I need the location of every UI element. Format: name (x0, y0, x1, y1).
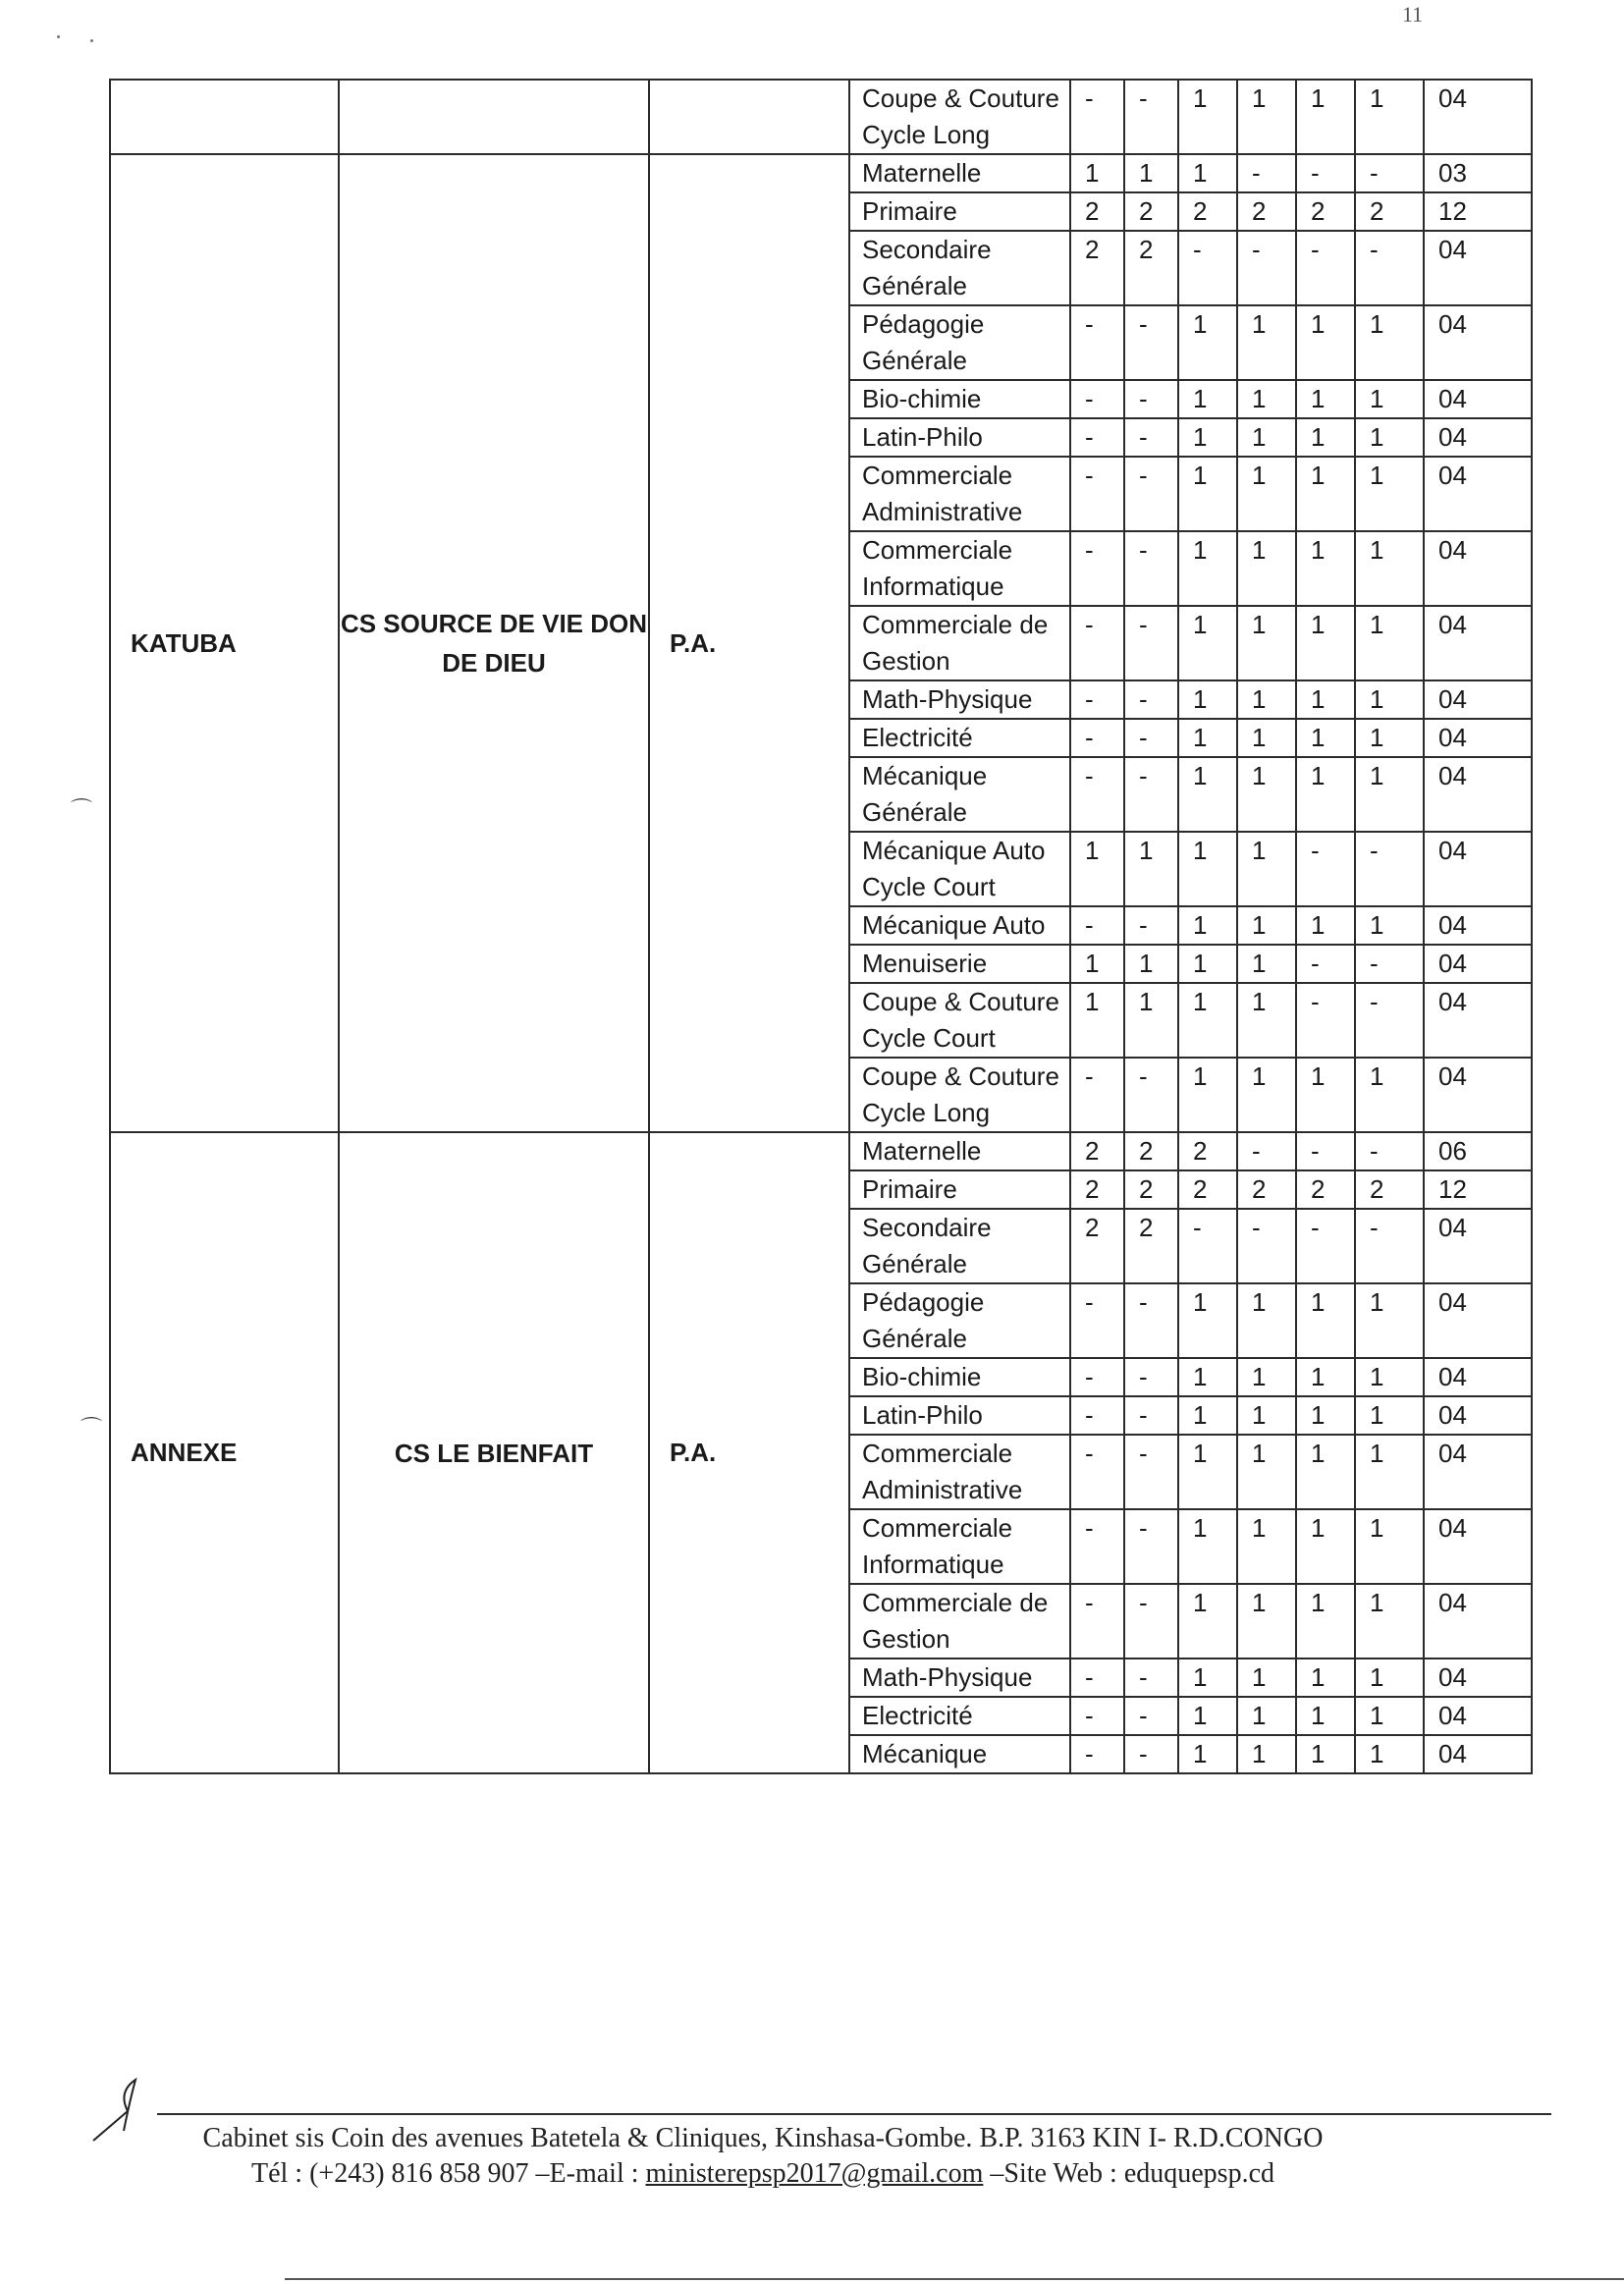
class-count-cell-5: - (1296, 1132, 1355, 1170)
option-cell: Pédagogie Générale (849, 1283, 1070, 1358)
class-count-cell-1: - (1070, 1058, 1124, 1132)
regime-cell: P.A. (649, 154, 849, 1132)
class-count-cell-5: 1 (1296, 1435, 1355, 1509)
class-count-cell-2: - (1124, 80, 1178, 154)
class-count-cell-6: 1 (1355, 1283, 1424, 1358)
class-count-cell-1: - (1070, 606, 1124, 680)
class-count-cell-5: - (1296, 983, 1355, 1058)
option-cell: Coupe & Couture Cycle Long (849, 1058, 1070, 1132)
class-count-cell-6: - (1355, 945, 1424, 983)
allocation-table (109, 79, 1533, 1774)
class-count-cell-2: - (1124, 1735, 1178, 1773)
class-count-cell-6: - (1355, 1209, 1424, 1283)
class-count-cell-2: 1 (1124, 945, 1178, 983)
class-count-cell-5: 1 (1296, 380, 1355, 418)
class-count-cell-1: 1 (1070, 983, 1124, 1058)
class-count-cell-1: 1 (1070, 832, 1124, 906)
class-count-cell-4: 1 (1237, 305, 1296, 380)
class-count-cell-4: 1 (1237, 1584, 1296, 1659)
class-count-cell-3: 1 (1178, 380, 1237, 418)
class-count-cell-4: 1 (1237, 757, 1296, 832)
class-count-cell-3: 1 (1178, 1435, 1237, 1509)
class-count-cell-6: 1 (1355, 1358, 1424, 1396)
option-cell: Latin-Philo (849, 1396, 1070, 1435)
class-count-cell-6: 1 (1355, 757, 1424, 832)
class-count-cell-1: - (1070, 457, 1124, 531)
total-cell: 04 (1424, 418, 1532, 457)
class-count-cell-3: 1 (1178, 832, 1237, 906)
class-count-cell-1: 2 (1070, 231, 1124, 305)
class-count-cell-2: - (1124, 757, 1178, 832)
class-count-cell-2: - (1124, 305, 1178, 380)
table-row (110, 154, 1532, 192)
total-cell: 04 (1424, 606, 1532, 680)
class-count-cell-6: - (1355, 832, 1424, 906)
option-cell: Pédagogie Générale (849, 305, 1070, 380)
class-count-cell-3: 1 (1178, 680, 1237, 719)
class-count-cell-6: 1 (1355, 457, 1424, 531)
class-count-cell-5: 1 (1296, 906, 1355, 945)
class-count-cell-3: 1 (1178, 757, 1237, 832)
class-count-cell-4: 1 (1237, 1435, 1296, 1509)
class-count-cell-4: - (1237, 1132, 1296, 1170)
page-number: 11 (1402, 2, 1424, 27)
class-count-cell-6: 1 (1355, 1509, 1424, 1584)
margin-mark: ⌒ (81, 1416, 103, 1441)
total-cell: 04 (1424, 1283, 1532, 1358)
school-cell (339, 80, 649, 154)
class-count-cell-4: - (1237, 154, 1296, 192)
class-count-cell-2: 2 (1124, 231, 1178, 305)
class-count-cell-3: 1 (1178, 1735, 1237, 1773)
class-count-cell-1: - (1070, 1584, 1124, 1659)
class-count-cell-6: 1 (1355, 418, 1424, 457)
class-count-cell-6: 1 (1355, 531, 1424, 606)
class-count-cell-1: - (1070, 757, 1124, 832)
class-count-cell-5: 2 (1296, 1170, 1355, 1209)
class-count-cell-6: - (1355, 231, 1424, 305)
class-count-cell-1: - (1070, 305, 1124, 380)
class-count-cell-5: 1 (1296, 1283, 1355, 1358)
class-count-cell-3: 1 (1178, 945, 1237, 983)
class-count-cell-3: 1 (1178, 606, 1237, 680)
total-cell: 04 (1424, 1735, 1532, 1773)
class-count-cell-1: 2 (1070, 1209, 1124, 1283)
class-count-cell-3: 1 (1178, 719, 1237, 757)
class-count-cell-2: 1 (1124, 983, 1178, 1058)
class-count-cell-6: 1 (1355, 606, 1424, 680)
option-cell: Mécanique Auto Cycle Court (849, 832, 1070, 906)
class-count-cell-3: 1 (1178, 457, 1237, 531)
class-count-cell-5: - (1296, 154, 1355, 192)
class-count-cell-5: 1 (1296, 719, 1355, 757)
class-count-cell-3: 1 (1178, 906, 1237, 945)
class-count-cell-4: 1 (1237, 906, 1296, 945)
total-cell: 04 (1424, 906, 1532, 945)
total-cell: 04 (1424, 719, 1532, 757)
class-count-cell-2: - (1124, 380, 1178, 418)
class-count-cell-3: 1 (1178, 305, 1237, 380)
class-count-cell-5: 1 (1296, 1396, 1355, 1435)
class-count-cell-2: - (1124, 1396, 1178, 1435)
class-count-cell-2: - (1124, 1283, 1178, 1358)
class-count-cell-2: 1 (1124, 832, 1178, 906)
class-count-cell-5: 1 (1296, 1584, 1355, 1659)
class-count-cell-4: 2 (1237, 192, 1296, 231)
class-count-cell-3: 1 (1178, 1659, 1237, 1697)
class-count-cell-5: 1 (1296, 606, 1355, 680)
total-cell: 04 (1424, 1209, 1532, 1283)
class-count-cell-2: - (1124, 1435, 1178, 1509)
class-count-cell-3: 1 (1178, 1509, 1237, 1584)
class-count-cell-2: 2 (1124, 1209, 1178, 1283)
class-count-cell-4: 2 (1237, 1170, 1296, 1209)
total-cell: 04 (1424, 231, 1532, 305)
class-count-cell-3: 1 (1178, 1697, 1237, 1735)
table-row (110, 80, 1532, 154)
class-count-cell-6: - (1355, 983, 1424, 1058)
total-cell: 04 (1424, 832, 1532, 906)
class-count-cell-1: - (1070, 80, 1124, 154)
class-count-cell-2: 2 (1124, 1132, 1178, 1170)
option-cell: Primaire (849, 192, 1070, 231)
option-cell: Secondaire Générale (849, 231, 1070, 305)
option-cell: Coupe & Couture Cycle Court (849, 983, 1070, 1058)
option-cell: Secondaire Générale (849, 1209, 1070, 1283)
class-count-cell-5: 1 (1296, 1659, 1355, 1697)
class-count-cell-6: 1 (1355, 1659, 1424, 1697)
total-cell: 12 (1424, 192, 1532, 231)
class-count-cell-2: - (1124, 457, 1178, 531)
class-count-cell-1: - (1070, 1697, 1124, 1735)
option-cell: Math-Physique (849, 1659, 1070, 1697)
class-count-cell-1: 2 (1070, 192, 1124, 231)
class-count-cell-2: 1 (1124, 154, 1178, 192)
commune-cell (110, 80, 339, 154)
class-count-cell-4: 1 (1237, 1396, 1296, 1435)
class-count-cell-2: - (1124, 1697, 1178, 1735)
class-count-cell-5: 1 (1296, 457, 1355, 531)
class-count-cell-6: 1 (1355, 1697, 1424, 1735)
total-cell: 04 (1424, 1058, 1532, 1132)
class-count-cell-4: 1 (1237, 1659, 1296, 1697)
class-count-cell-5: - (1296, 1209, 1355, 1283)
option-cell: Commerciale Administrative (849, 1435, 1070, 1509)
class-count-cell-6: 1 (1355, 1058, 1424, 1132)
total-cell: 06 (1424, 1132, 1532, 1170)
table-row (110, 1132, 1532, 1170)
class-count-cell-6: 2 (1355, 1170, 1424, 1209)
total-cell: 04 (1424, 80, 1532, 154)
class-count-cell-2: - (1124, 1659, 1178, 1697)
class-count-cell-5: - (1296, 231, 1355, 305)
class-count-cell-5: 1 (1296, 531, 1355, 606)
class-count-cell-6: 1 (1355, 1435, 1424, 1509)
footer-rule (157, 2113, 1551, 2115)
class-count-cell-4: 1 (1237, 1735, 1296, 1773)
total-cell: 04 (1424, 945, 1532, 983)
class-count-cell-1: - (1070, 1283, 1124, 1358)
total-cell: 04 (1424, 1659, 1532, 1697)
class-count-cell-3: 2 (1178, 1170, 1237, 1209)
class-count-cell-4: - (1237, 231, 1296, 305)
class-count-cell-4: 1 (1237, 945, 1296, 983)
class-count-cell-2: - (1124, 719, 1178, 757)
class-count-cell-4: 1 (1237, 1058, 1296, 1132)
class-count-cell-1: - (1070, 380, 1124, 418)
class-count-cell-3: 1 (1178, 531, 1237, 606)
class-count-cell-1: 1 (1070, 945, 1124, 983)
class-count-cell-6: - (1355, 1132, 1424, 1170)
option-cell: Commerciale Administrative (849, 457, 1070, 531)
class-count-cell-4: 1 (1237, 832, 1296, 906)
commune-cell: KATUBA (110, 154, 339, 1132)
option-cell: Math-Physique (849, 680, 1070, 719)
class-count-cell-4: - (1237, 1209, 1296, 1283)
class-count-cell-3: 2 (1178, 192, 1237, 231)
class-count-cell-4: 1 (1237, 418, 1296, 457)
option-cell: Bio-chimie (849, 1358, 1070, 1396)
class-count-cell-1: - (1070, 906, 1124, 945)
total-cell: 04 (1424, 1509, 1532, 1584)
total-cell: 04 (1424, 531, 1532, 606)
option-cell: Commerciale Informatique (849, 531, 1070, 606)
class-count-cell-5: 1 (1296, 757, 1355, 832)
class-count-cell-2: - (1124, 531, 1178, 606)
total-cell: 04 (1424, 757, 1532, 832)
option-cell: Menuiserie (849, 945, 1070, 983)
class-count-cell-3: 1 (1178, 1058, 1237, 1132)
class-count-cell-6: 1 (1355, 305, 1424, 380)
class-count-cell-2: - (1124, 1509, 1178, 1584)
class-count-cell-1: - (1070, 1435, 1124, 1509)
class-count-cell-2: 2 (1124, 192, 1178, 231)
class-count-cell-6: 1 (1355, 906, 1424, 945)
class-count-cell-4: 1 (1237, 457, 1296, 531)
option-cell: Mécanique Auto (849, 906, 1070, 945)
class-count-cell-4: 1 (1237, 1358, 1296, 1396)
class-count-cell-3: 1 (1178, 418, 1237, 457)
footer-address: Cabinet sis Coin des avenues Batetela & Cliniques, Kinshasa-Gombe. B.P. 3163 KIN I- R.D.CONGO (202, 2123, 1324, 2153)
class-count-cell-4: 1 (1237, 606, 1296, 680)
class-count-cell-5: 2 (1296, 192, 1355, 231)
class-count-cell-6: 1 (1355, 719, 1424, 757)
class-count-cell-2: - (1124, 1058, 1178, 1132)
class-count-cell-2: - (1124, 1358, 1178, 1396)
class-count-cell-3: 1 (1178, 1396, 1237, 1435)
class-count-cell-2: - (1124, 418, 1178, 457)
class-count-cell-5: 1 (1296, 1697, 1355, 1735)
class-count-cell-4: 1 (1237, 983, 1296, 1058)
class-count-cell-1: - (1070, 531, 1124, 606)
total-cell: 04 (1424, 983, 1532, 1058)
class-count-cell-5: 1 (1296, 1058, 1355, 1132)
class-count-cell-2: 2 (1124, 1170, 1178, 1209)
class-count-cell-6: 1 (1355, 1735, 1424, 1773)
class-count-cell-1: - (1070, 1358, 1124, 1396)
option-cell: Latin-Philo (849, 418, 1070, 457)
option-cell: Electricité (849, 719, 1070, 757)
class-count-cell-3: 2 (1178, 1132, 1237, 1170)
commune-cell: ANNEXE (110, 1132, 339, 1773)
total-cell: 04 (1424, 1584, 1532, 1659)
class-count-cell-4: 1 (1237, 80, 1296, 154)
margin-mark: ⌒ (71, 797, 93, 822)
total-cell: 04 (1424, 680, 1532, 719)
regime-cell: P.A. (649, 1132, 849, 1773)
option-cell: Maternelle (849, 1132, 1070, 1170)
class-count-cell-1: - (1070, 1396, 1124, 1435)
class-count-cell-4: 1 (1237, 1509, 1296, 1584)
class-count-cell-1: - (1070, 1735, 1124, 1773)
class-count-cell-5: - (1296, 832, 1355, 906)
class-count-cell-6: 1 (1355, 1584, 1424, 1659)
class-count-cell-5: 1 (1296, 1509, 1355, 1584)
class-count-cell-3: 1 (1178, 1358, 1237, 1396)
class-count-cell-3: 1 (1178, 1584, 1237, 1659)
class-count-cell-4: 1 (1237, 380, 1296, 418)
total-cell: 04 (1424, 1697, 1532, 1735)
class-count-cell-3: - (1178, 231, 1237, 305)
total-cell: 04 (1424, 1435, 1532, 1509)
class-count-cell-5: 1 (1296, 1358, 1355, 1396)
class-count-cell-5: 1 (1296, 1735, 1355, 1773)
class-count-cell-3: 1 (1178, 154, 1237, 192)
class-count-cell-6: 1 (1355, 680, 1424, 719)
footer-contact (0, 2158, 1575, 2190)
class-count-cell-1: - (1070, 1509, 1124, 1584)
total-cell: 04 (1424, 1358, 1532, 1396)
option-cell: Bio-chimie (849, 380, 1070, 418)
class-count-cell-1: 1 (1070, 154, 1124, 192)
regime-cell (649, 80, 849, 154)
option-cell: Commerciale de Gestion (849, 606, 1070, 680)
class-count-cell-6: 1 (1355, 380, 1424, 418)
class-count-cell-6: - (1355, 154, 1424, 192)
bottom-rule (285, 2278, 1624, 2280)
class-count-cell-3: 1 (1178, 80, 1237, 154)
option-cell: Electricité (849, 1697, 1070, 1735)
class-count-cell-2: - (1124, 680, 1178, 719)
class-count-cell-5: 1 (1296, 305, 1355, 380)
class-count-cell-4: 1 (1237, 1283, 1296, 1358)
total-cell: 04 (1424, 457, 1532, 531)
footer-phone: Tél : (+243) 816 858 907 –E-mail : (251, 2158, 646, 2189)
total-cell: 12 (1424, 1170, 1532, 1209)
class-count-cell-1: - (1070, 680, 1124, 719)
class-count-cell-1: - (1070, 1659, 1124, 1697)
total-cell: 04 (1424, 1396, 1532, 1435)
option-cell: Mécanique (849, 1735, 1070, 1773)
class-count-cell-6: 1 (1355, 80, 1424, 154)
class-count-cell-1: 2 (1070, 1170, 1124, 1209)
class-count-cell-2: - (1124, 606, 1178, 680)
class-count-cell-3: 1 (1178, 1283, 1237, 1358)
option-cell: Commerciale de Gestion (849, 1584, 1070, 1659)
total-cell: 04 (1424, 305, 1532, 380)
class-count-cell-5: 1 (1296, 418, 1355, 457)
footer-email-link[interactable]: ministerepsp2017@gmail.com (645, 2158, 984, 2189)
total-cell: 04 (1424, 380, 1532, 418)
class-count-cell-4: 1 (1237, 531, 1296, 606)
option-cell: Commerciale Informatique (849, 1509, 1070, 1584)
class-count-cell-3: 1 (1178, 983, 1237, 1058)
class-count-cell-2: - (1124, 1584, 1178, 1659)
class-count-cell-5: 1 (1296, 80, 1355, 154)
class-count-cell-4: 1 (1237, 680, 1296, 719)
class-count-cell-1: 2 (1070, 1132, 1124, 1170)
scan-speck (90, 39, 93, 42)
option-cell: Coupe & Couture Cycle Long (849, 80, 1070, 154)
class-count-cell-4: 1 (1237, 719, 1296, 757)
class-count-cell-4: 1 (1237, 1697, 1296, 1735)
class-count-cell-6: 2 (1355, 192, 1424, 231)
option-cell: Mécanique Générale (849, 757, 1070, 832)
class-count-cell-1: - (1070, 418, 1124, 457)
footer-website: –Site Web : eduquepsp.cd (983, 2158, 1274, 2189)
option-cell: Primaire (849, 1170, 1070, 1209)
class-count-cell-5: - (1296, 945, 1355, 983)
total-cell: 03 (1424, 154, 1532, 192)
scan-speck (57, 35, 60, 38)
class-count-cell-1: - (1070, 719, 1124, 757)
school-name-cell: CS SOURCE DE VIE DON DE DIEU (339, 154, 649, 1132)
class-count-cell-2: - (1124, 906, 1178, 945)
school-name-cell: CS LE BIENFAIT (339, 1132, 649, 1773)
class-count-cell-6: 1 (1355, 1396, 1424, 1435)
class-count-cell-3: - (1178, 1209, 1237, 1283)
option-cell: Maternelle (849, 154, 1070, 192)
class-count-cell-5: 1 (1296, 680, 1355, 719)
